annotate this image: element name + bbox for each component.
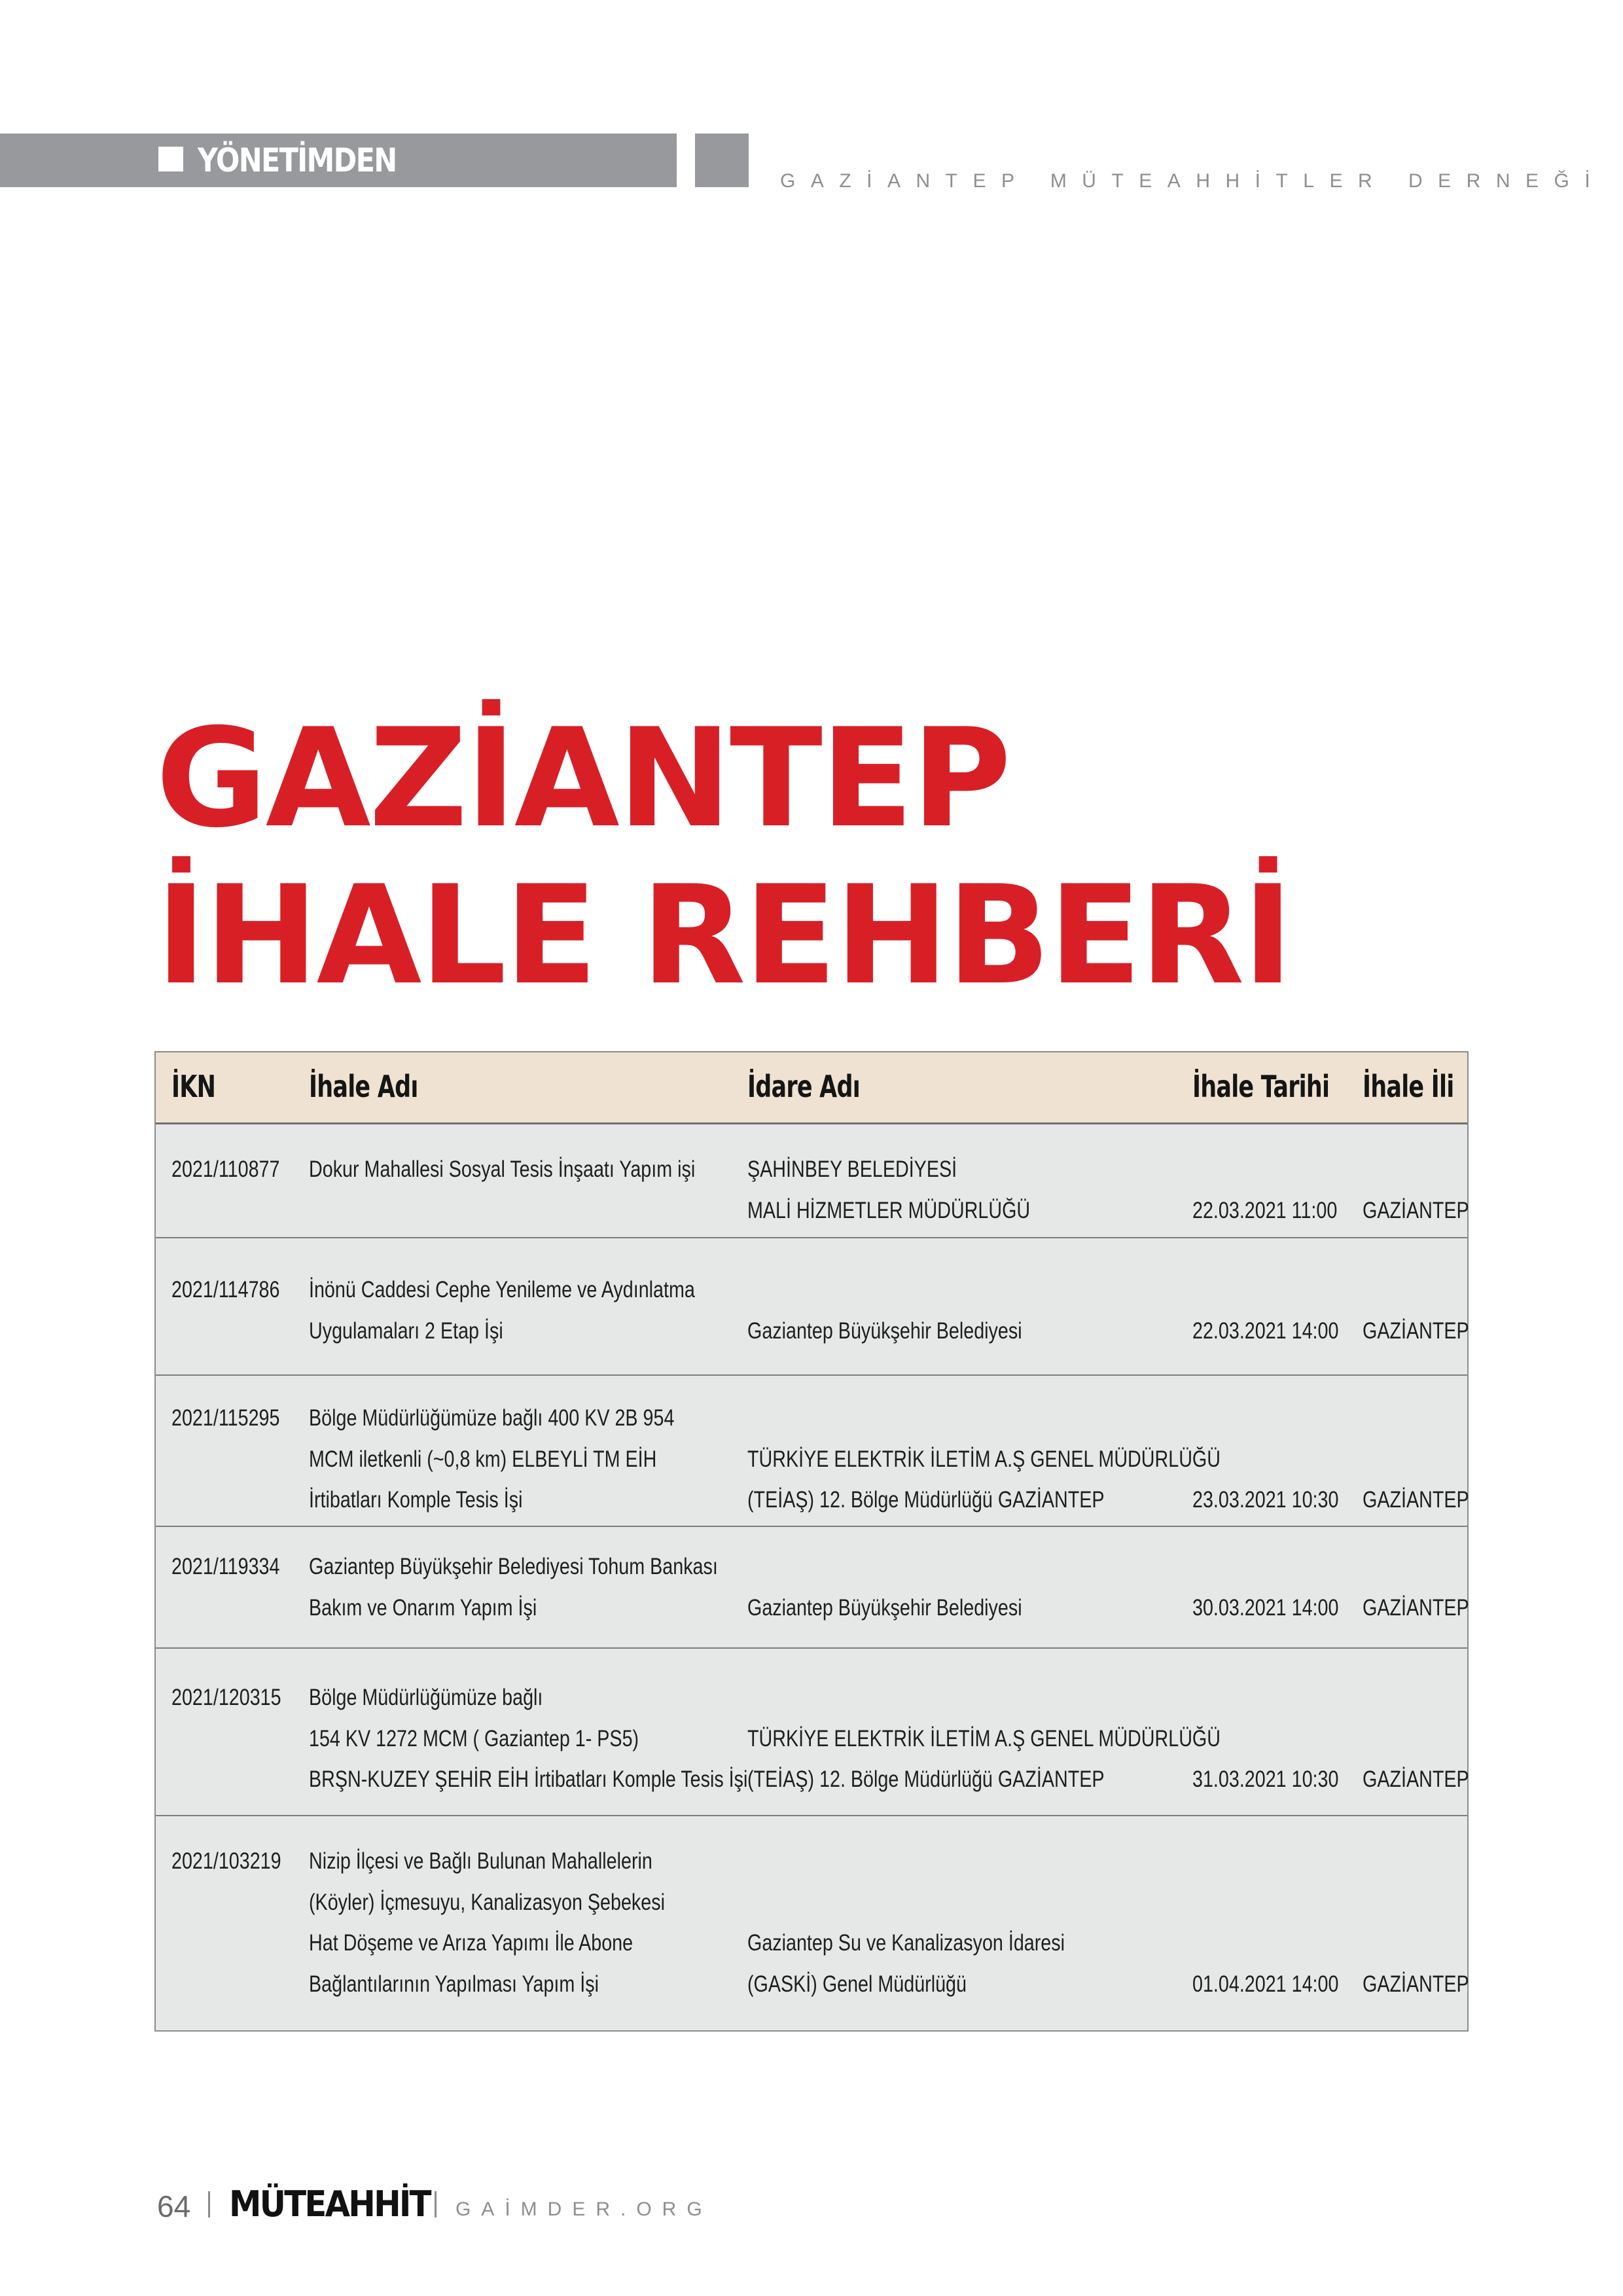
table-row [156, 1124, 1467, 1238]
cell-ihale-tarihi: 30.03.2021 14:00 [1192, 1594, 1339, 1621]
cell-ikn: 2021/110877 [171, 1157, 280, 1182]
cell-ikn: 2021/114786 [171, 1277, 280, 1302]
cell-ikn: 2021/103219 [171, 1848, 281, 1874]
column-header-ihale-tarihi: İhale Tarihi [1192, 1069, 1330, 1104]
table-header-row [156, 1052, 1467, 1124]
footer-divider [435, 2191, 437, 2217]
column-header-ihale-ili: İhale İli [1363, 1069, 1454, 1104]
cell-ihale-adi: İnönü Caddesi Cephe Yenileme ve Aydınlatma Uygulamaları 2 Etap İşi [309, 1277, 695, 1344]
cell-ihale-ili: GAZİANTEP [1363, 1197, 1469, 1223]
tender-table [154, 1051, 1469, 2032]
cell-idare-adi: Gaziantep Su ve Kanalizasyon İdaresi (GASKİ) Genel Müdürlüğü [747, 1930, 1065, 1997]
table-row [156, 1238, 1467, 1376]
cell-ihale-adi: Dokur Mahallesi Sosyal Tesis İnşaatı Yapım işi [309, 1157, 696, 1182]
column-header-idare-adi: İdare Adı [747, 1069, 860, 1104]
page-title-line1: GAZİANTEP [156, 700, 1010, 858]
page-title [156, 700, 1291, 1014]
cell-idare-adi: Gaziantep Büyükşehir Belediyesi [747, 1594, 1022, 1621]
column-header-ikn: İKN [171, 1069, 216, 1104]
section-label: YÖNETİMDEN [198, 141, 397, 179]
table-row [156, 1376, 1467, 1527]
cell-idare-adi: Gaziantep Büyükşehir Belediyesi [747, 1318, 1022, 1344]
cell-ihale-tarihi: 01.04.2021 14:00 [1192, 1971, 1339, 1997]
cell-ihale-adi: Nizip İlçesi ve Bağlı Bulunan Mahallelerin (Köyler) İçmesuyu, Kanalizasyon Şebekesi Hat Döşeme ve Arıza Yapımı İle Abone Bağlantılarının Yapılması Yapım İşi [309, 1848, 665, 1997]
cell-idare-adi: ŞAHİNBEY BELEDİYESİ MALİ HİZMETLER MÜDÜRLÜĞÜ [747, 1157, 1031, 1223]
cell-idare-adi: TÜRKİYE ELEKTRİK İLETİM A.Ş GENEL MÜDÜRLÜĞÜ (TEİAŞ) 12. Bölge Müdürlüğü GAZİANTEP [747, 1446, 1221, 1513]
cell-ikn: 2021/115295 [171, 1405, 280, 1431]
cell-ihale-ili: GAZİANTEP [1363, 1767, 1469, 1792]
cell-ihale-adi: Gaziantep Büyükşehir Belediyesi Tohum Bankası Bakım ve Onarım Yapım İşi [309, 1554, 718, 1621]
cell-ihale-adi: Bölge Müdürlüğümüze bağlı 400 KV 2B 954 MCM iletkenli (~0,8 km) ELBEYLİ TM EİH İrtibatları Komple Tesis İşi [309, 1405, 675, 1513]
header-gray-block [695, 134, 749, 187]
cell-ikn: 2021/119334 [171, 1554, 280, 1579]
column-header-ihale-adi: İhale Adı [309, 1069, 418, 1104]
cell-ihale-ili: GAZİANTEP [1363, 1318, 1469, 1344]
cell-ihale-ili: GAZİANTEP [1363, 1971, 1469, 1997]
table-row [156, 1527, 1467, 1649]
table-row [156, 1816, 1467, 2030]
table-row [156, 1649, 1467, 1816]
website-link[interactable]: GAİMDER.ORG [455, 2198, 713, 2220]
cell-ihale-adi: Bölge Müdürlüğümüze bağlı 154 KV 1272 MCM ( Gaziantep 1- PS5) BRŞN-KUZEY ŞEHİR EİH İrtibatları Komple Tesis İşi [309, 1685, 748, 1792]
section-square-icon [158, 147, 183, 171]
cell-ikn: 2021/120315 [171, 1685, 281, 1710]
cell-ihale-tarihi: 22.03.2021 11:00 [1192, 1197, 1338, 1223]
cell-ihale-ili: GAZİANTEP [1363, 1487, 1469, 1513]
cell-ihale-tarihi: 22.03.2021 14:00 [1192, 1318, 1339, 1344]
cell-ihale-ili: GAZİANTEP [1363, 1594, 1469, 1621]
cell-ihale-tarihi: 31.03.2021 10:30 [1192, 1767, 1339, 1792]
cell-ihale-tarihi: 23.03.2021 10:30 [1192, 1487, 1339, 1513]
page-title-line2: İHALE REHBERİ [156, 857, 1291, 1015]
magazine-logo: MÜTEAHHİT [229, 2183, 430, 2225]
cell-idare-adi: TÜRKİYE ELEKTRİK İLETİM A.Ş GENEL MÜDÜRLÜĞÜ (TEİAŞ) 12. Bölge Müdürlüğü GAZİANTEP [747, 1725, 1221, 1792]
page-number: 64 [157, 2189, 191, 2223]
footer-divider [208, 2191, 210, 2217]
organization-name: GAZİANTEP MÜTEAHHİTLER DERNEĞİ [780, 170, 1606, 192]
